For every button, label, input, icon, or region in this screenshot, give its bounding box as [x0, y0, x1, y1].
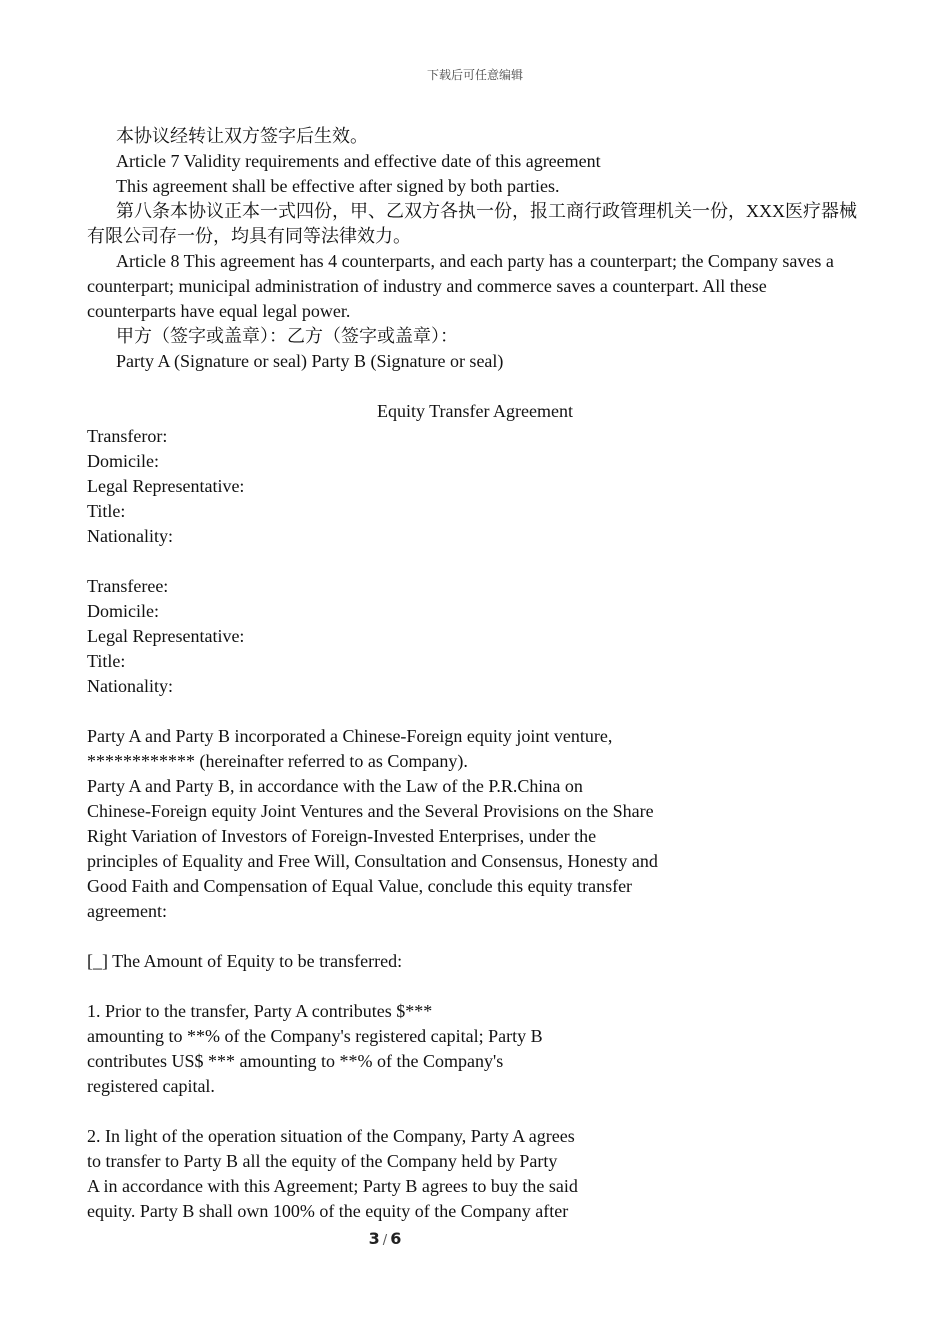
total-pages-number: 6: [390, 1229, 402, 1248]
recitals-line: principles of Equality and Free Will, Consultation and Consensus, Honesty and: [87, 851, 658, 871]
clause2-line: equity. Party B shall own 100% of the equity of the Company after: [87, 1201, 569, 1221]
article7-effective: This agreement shall be effective after signed by both parties.: [116, 176, 560, 196]
transferee-title: Title:: [87, 651, 126, 671]
transferor-legal-representative: Legal Representative:: [87, 476, 245, 496]
recitals-line: Chinese-Foreign equity Joint Ventures and the Several Provisions on the Share: [87, 801, 654, 821]
clause2-line: A in accordance with this Agreement; Party B agrees to buy the said: [87, 1176, 578, 1196]
recitals-line: ************ (hereinafter referred to as Company).: [87, 751, 468, 771]
article7-title: Article 7 Validity requirements and effective date of this agreement: [116, 151, 601, 171]
transferor-label: Transferor:: [87, 426, 168, 446]
spacer: [87, 374, 857, 399]
signature-en: Party A (Signature or seal) Party B (Signature or seal): [116, 351, 504, 371]
signature-zh: 甲方（签字或盖章）：乙方（签字或盖章）：: [116, 326, 458, 346]
spacer: [87, 924, 857, 949]
recitals-line: Party A and Party B incorporated a Chinese-Foreign equity joint venture,: [87, 726, 613, 746]
page-number: [0, 1229, 770, 1248]
transferee-domicile: Domicile:: [87, 601, 159, 621]
transferee-legal-representative: Legal Representative:: [87, 626, 245, 646]
agreement-title: Equity Transfer Agreement: [377, 401, 573, 421]
clause1-line: contributes US$ *** amounting to **% of the Company's: [87, 1051, 504, 1071]
transferor-title: Title:: [87, 501, 126, 521]
spacer: [87, 1099, 857, 1124]
clause1-line: amounting to **% of the Company's registered capital; Party B: [87, 1026, 543, 1046]
article8-zh: 第八条本协议正本一式四份，甲、乙双方各执一份，报工商行政管理机关一份，XXX医疗器械有限公司存一份，均具有同等法律效力。: [87, 201, 857, 246]
article7-zh-effective: 本协议经转让双方签字后生效。: [116, 126, 368, 146]
spacer: [87, 699, 857, 724]
article8-en: Article 8 This agreement has 4 counterparts, and each party has a counterpart; the Company saves a counterpart; municipal administration of industry and commerce saves a counterpart. All these counterparts have equal legal power.: [87, 251, 834, 321]
transferor-nationality: Nationality:: [87, 526, 173, 546]
clause1-line: 1. Prior to the transfer, Party A contributes $***: [87, 1001, 433, 1021]
transferee-nationality: Nationality:: [87, 676, 173, 696]
page-header: 下载后可任意编辑: [426, 68, 523, 82]
spacer: [87, 974, 857, 999]
clause1-line: registered capital.: [87, 1076, 215, 1096]
clause2-line: 2. In light of the operation situation of the Company, Party A agrees: [87, 1126, 575, 1146]
transferor-domicile: Domicile:: [87, 451, 159, 471]
document-body: [87, 124, 857, 1224]
section1-heading: [_] The Amount of Equity to be transferred:: [87, 951, 403, 971]
current-page-number: 3: [368, 1229, 380, 1248]
clause2-line: to transfer to Party B all the equity of the Company held by Party: [87, 1151, 558, 1171]
recitals-line: Right Variation of Investors of Foreign-Invested Enterprises, under the: [87, 826, 597, 846]
recitals-line: Good Faith and Compensation of Equal Value, conclude this equity transfer: [87, 876, 633, 896]
recitals-line: agreement:: [87, 901, 167, 921]
transferee-label: Transferee:: [87, 576, 169, 596]
page-separator: /: [382, 1233, 388, 1248]
spacer: [87, 549, 857, 574]
recitals-line: Party A and Party B, in accordance with the Law of the P.R.China on: [87, 776, 583, 796]
